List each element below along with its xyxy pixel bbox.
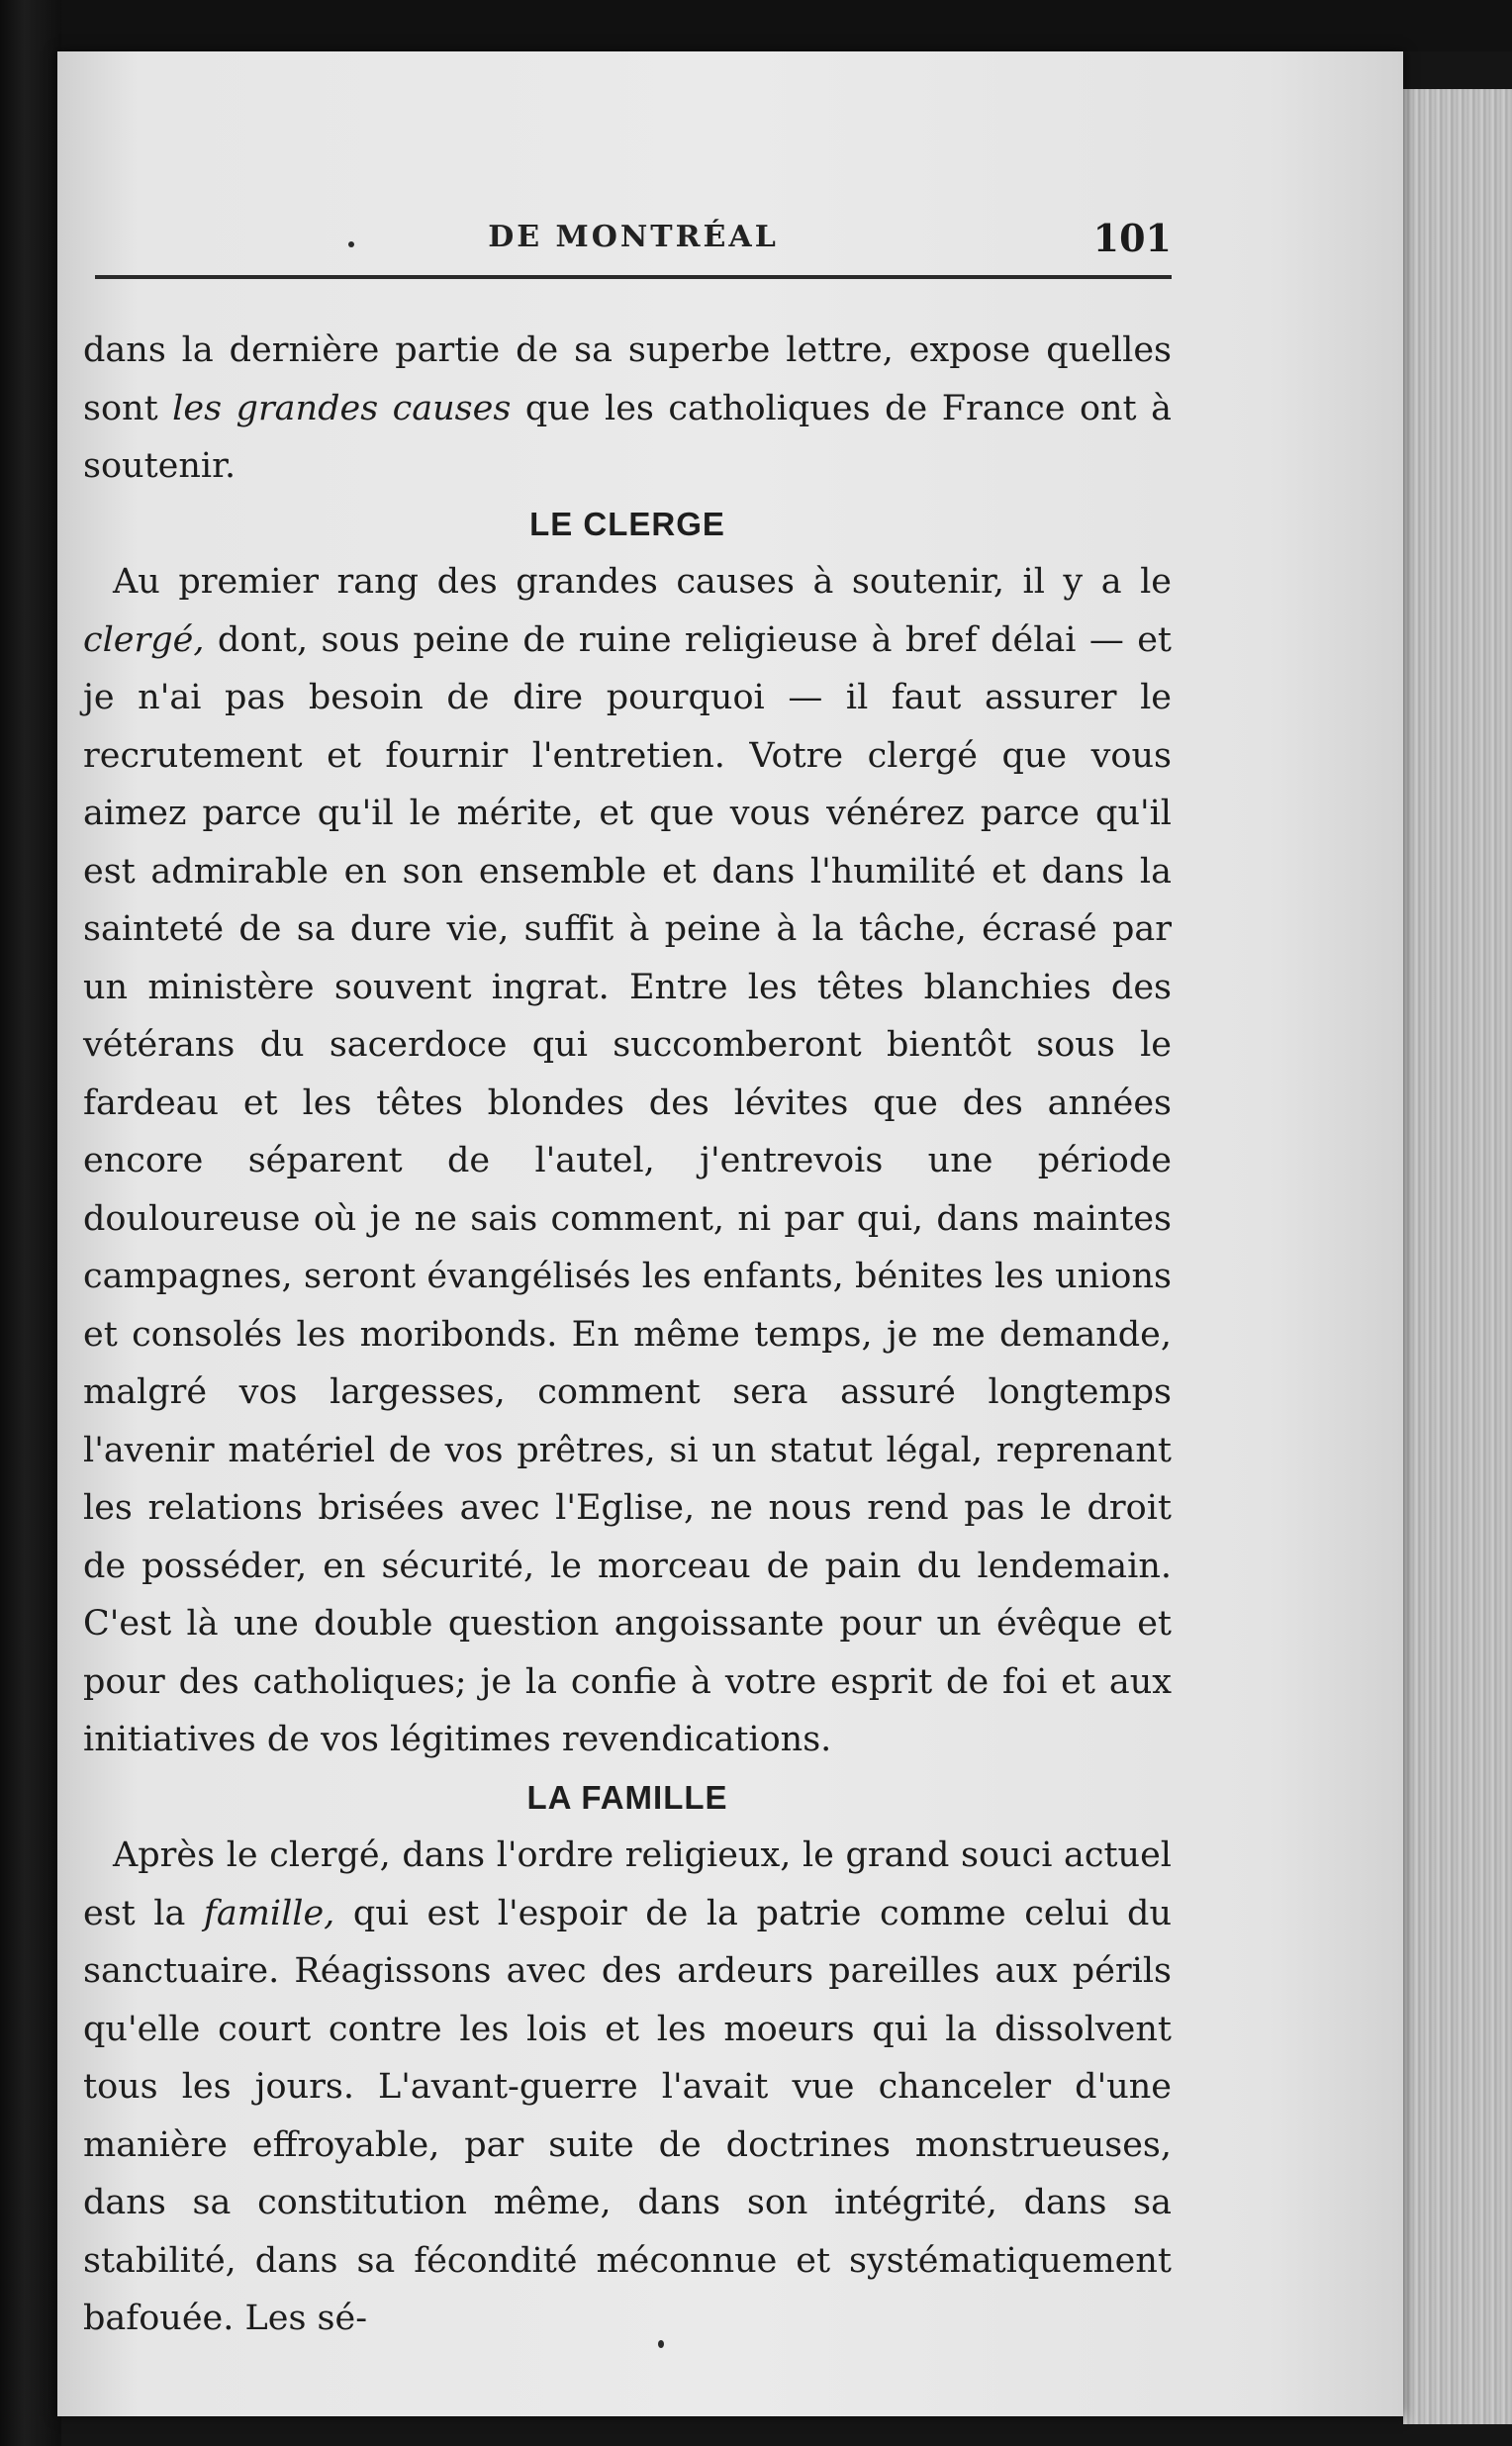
scan-left-border	[0, 0, 61, 2446]
paragraph-family-emphasis: famille,	[203, 1893, 335, 1933]
paragraph-clergy-text-b: dont, sous peine de ruine religieuse à bref délai — et je n'ai pas besoin de dire pourquoi — il faut assurer le recrutement et fournir l'entretien. Votre clergé que vous aimez parce qu'il le mérite, et que vous vénérez parce qu'il est admirable en son ensemble et dans l'humilité et dans la sainteté de sa dure vie, suffit à peine à la tâche, écrasé par un ministère souvent ingrat. Entre les têtes blanchies des vétérans du sacerdoce qui succomberont bientôt sous le fardeau et les têtes blondes des lévites que des années encore séparent de l'autel, j'entrevois une période douloureuse où je ne sais comment, ni par qui, dans maintes campagnes, seront évangélisés les enfants, bénites les unions et consolés les moribonds. En même temps, je me demande, malgré vos largesses, comment sera assuré longtemps l'avenir matériel de vos prêtres, si un statut légal, reprenant les relations brisées avec l'Eglise, ne nous rend pas le droit de posséder, en sécurité, le morceau de pain du lendemain. C'est là une double question angoissante pour un évêque et pour des catholiques; je la confie à votre esprit de foi et aux initiatives de vos légitimes revendications.	[83, 619, 1172, 1759]
running-header	[95, 216, 1172, 279]
book-page-edges	[1403, 89, 1512, 2424]
paragraph-clergy-emphasis: clergé,	[83, 619, 205, 660]
body-text	[83, 322, 1172, 2348]
paragraph-intro-emphasis: les grandes causes	[172, 388, 512, 428]
running-title: DE MONTRÉAL	[488, 220, 779, 254]
paragraph-clergy	[83, 553, 1172, 1769]
section-heading-family: LA FAMILLE	[526, 1778, 728, 1816]
print-speck	[348, 241, 354, 247]
paragraph-family-text-b: qui est l'espoir de la patrie comme celui du sanctuaire. Réagissons avec des ardeurs pareilles aux périls qu'elle court contre les lois et les moeurs qui la dissolvent tous les jours. L'avant-guerre l'avait vue chanceler d'une manière effroyable, par suite de doctrines monstrueuses, dans sa constitution même, dans son intégrité, dans sa stabilité, dans sa fécondité méconnue et systématiquement bafouée. Les sé-	[83, 1893, 1172, 2338]
scan-top-border	[0, 0, 1512, 51]
paragraph-clergy-text-a: Au premier rang des grandes causes à soutenir, il y a le	[113, 562, 1172, 602]
paragraph-intro	[83, 322, 1172, 496]
print-speck	[658, 2340, 664, 2348]
page-number: 101	[1092, 216, 1172, 260]
section-heading-clergy: LE CLERGE	[529, 505, 725, 542]
paragraph-intro-text-a: dans la dernière partie de sa superbe lettre, expose quelles sont	[83, 330, 1172, 428]
paragraph-family-text-a: Après le clergé, dans l'ordre religieux, le grand souci actuel est la	[83, 1835, 1172, 1933]
paragraph-family	[83, 1827, 1172, 2348]
paragraph-intro-text-b: que les catholiques de France ont à soutenir.	[83, 388, 1173, 486]
